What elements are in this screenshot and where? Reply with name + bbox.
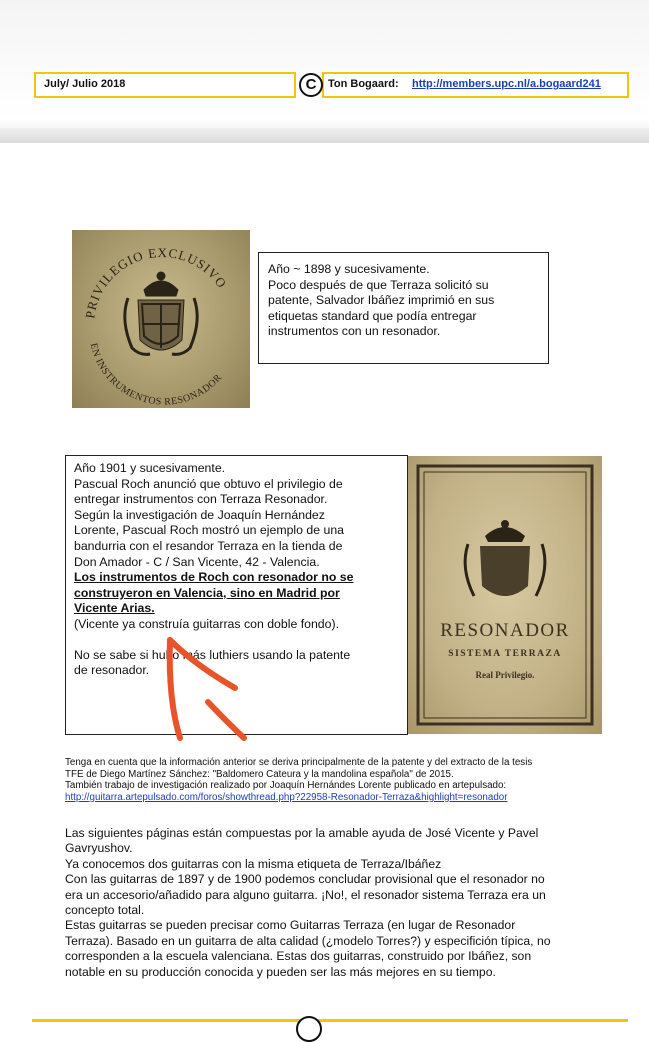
- body-line: Estas guitarras se pueden precisar como Guitarras Terraza (en lugar de Resonador: [65, 918, 516, 933]
- resonador-label-image: [408, 456, 602, 734]
- label-caption: Real Privilegio.: [475, 670, 535, 680]
- box2-line: bandurria con el resandor Terraza en la tienda de: [74, 538, 343, 553]
- box1-line: Poco después de que Terraza solicitó su: [268, 277, 489, 292]
- label-drawing: [408, 456, 602, 734]
- body-line: concepto total.: [65, 903, 145, 918]
- body-line: notable en su producción conocida y pueden ser las más mejores en su tiempo.: [65, 964, 496, 979]
- box2-line: Don Amador - C / San Vicente, 42 - Valencia.: [74, 554, 320, 569]
- footer-rule: [32, 1019, 628, 1022]
- privilege-stamp-image: [72, 230, 250, 408]
- header-author: Ton Bogaard:: [328, 78, 399, 90]
- box2-line: Pascual Roch anunció que obtuvo el privilegio de: [74, 476, 343, 491]
- box1-line: instrumentos con un resonador.: [268, 324, 441, 339]
- label-title: RESONADOR: [440, 620, 570, 641]
- box1-line: etiquetas standard que podía entregar: [268, 308, 477, 323]
- label-subtitle: SISTEMA TERRAZA: [448, 649, 562, 659]
- box2-line: Lorente, Pascual Roch mostró un ejemplo de una: [74, 523, 345, 538]
- body-line: Ya conocemos dos guitarras con la misma etiqueta de Terraza/Ibáñez: [65, 856, 442, 871]
- box1-line: patente, Salvador Ibáñez imprimió en sus: [268, 293, 495, 308]
- box2-paren-line: (Vicente ya construía guitarras con doble fondo).: [74, 616, 339, 631]
- box2-bold-line: Vicente Arias.: [74, 601, 155, 616]
- box1-line: Año ~ 1898 y sucesivamente.: [268, 262, 430, 276]
- note-line: TFE de Diego Martínez Sánchez: "Baldomero Cateura y la mandolina española" de 2015.: [65, 768, 454, 780]
- stamp-arc-text: PRIVILEGIO EXCLUSIVO: [82, 244, 230, 320]
- coat-of-arms-icon: [125, 272, 197, 354]
- stamp-bottom-text: EN INSTRUMENTOS RESONADOR: [87, 342, 225, 408]
- footer-copyright-icon: [296, 1016, 322, 1042]
- page-gap: [0, 128, 649, 143]
- box2-last-line: de resonador.: [74, 663, 150, 678]
- text-box-1898: [258, 252, 549, 364]
- box2-line: Según la investigación de Joaquín Hernández: [74, 507, 325, 522]
- stamp-drawing: [72, 230, 250, 408]
- body-line: era un accesorio/añadido para alguno guitarra. ¡No!, el resonador sistema Terraza era un: [65, 887, 546, 902]
- body-line: corresponden a la escuela valenciana. Estas dos guitarras, construido por Ibáñez, son: [65, 949, 532, 964]
- copyright-icon: C: [299, 73, 323, 97]
- note-line: Tenga en cuenta que la información anterior se deriva principalmente de la patente y del extracto de la tesis: [65, 757, 533, 768]
- body-paragraphs: [65, 826, 625, 980]
- body-line: Con las guitarras de 1897 y de 1900 podemos concludar provisional que el resonador no: [65, 872, 545, 887]
- header-url-link[interactable]: http://members.upc.nl/a.bogaard241: [412, 78, 601, 90]
- source-note: [65, 757, 625, 803]
- body-line: Gavryushov.: [65, 841, 133, 856]
- header-date: July/ Julio 2018: [44, 78, 126, 90]
- box2-last-line: No se sabe si hubo más luthiers usando la patente: [74, 647, 351, 662]
- coat-of-arms-icon: [465, 520, 545, 596]
- box2-line: entregar instrumentos con Terraza Resonador.: [74, 492, 328, 507]
- box2-bold-line: construyeron en Valencia, sino en Madrid por: [74, 585, 340, 600]
- artepulsado-link[interactable]: http://guitarra.artepulsado.com/foros/showthread.php?22958-Resonador-Terraza&highlight=resonador: [65, 791, 508, 803]
- box2-bold-line: Los instrumentos de Roch con resonador no se: [74, 570, 354, 585]
- note-line: También trabajo de investigación realizado por Joaquín Hernándes Lorente publicado en artepulsado:: [65, 780, 507, 792]
- box2-line: Año 1901 y sucesivamente.: [74, 461, 226, 475]
- body-line: Las siguientes páginas están compuestas por la amable ayuda de José Vicente y Pavel: [65, 826, 539, 840]
- body-line: Terraza). Basado en un guitarra de alta calidad (¿modelo Torres?) y especifición típica, no: [65, 933, 551, 948]
- page-header: [34, 72, 629, 98]
- annotation-arrow-icon: [140, 620, 250, 745]
